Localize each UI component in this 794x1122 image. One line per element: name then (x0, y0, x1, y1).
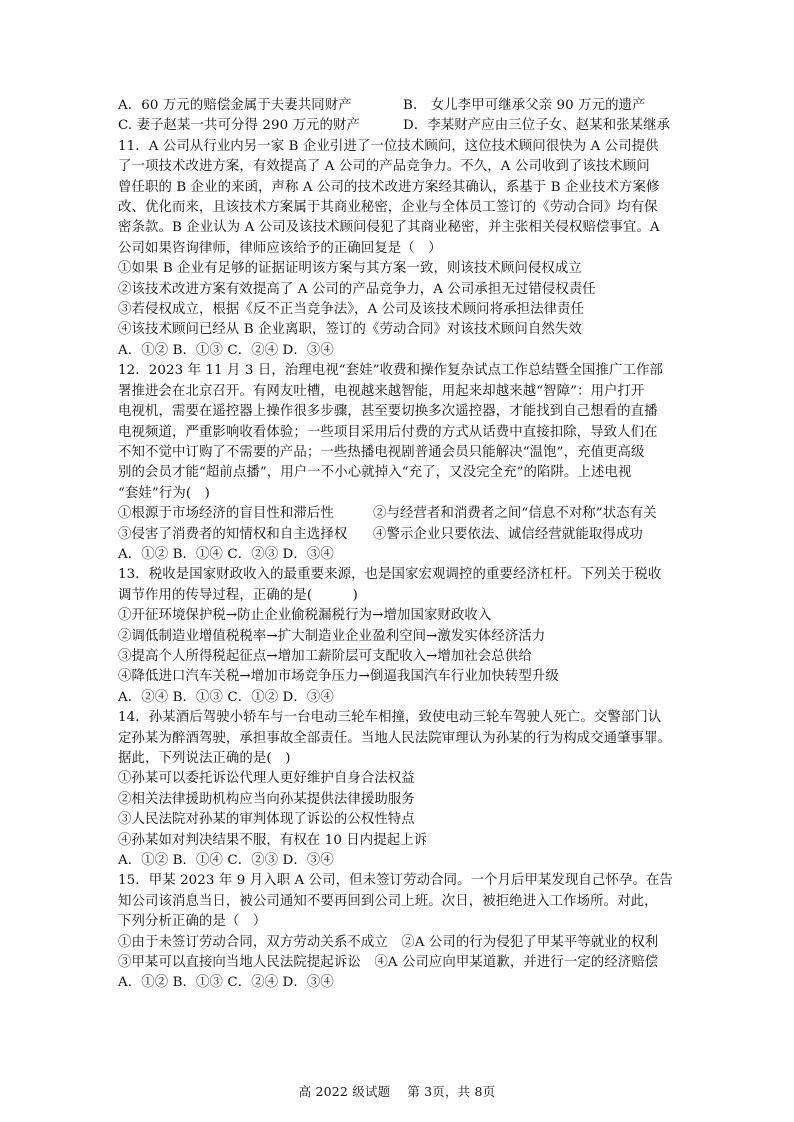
statement-item: ①开征环境保护税→防止企业偷税漏税行为→增加国家财政收入 (118, 608, 492, 624)
statement-item: ②调低制造业增值税税率→扩大制造业企业盈利空间→激发实体经济活力 (118, 628, 546, 644)
statement-item: ④孙某如对判决结果不服，有权在 10 日内提起上诉 (118, 832, 428, 848)
statement-item: ④警示企业只要依法、诚信经营就能取得成功 (373, 526, 643, 542)
statement-pair (118, 504, 680, 524)
page-content (118, 96, 680, 994)
question-stem-line: 署推进会在北京召开。有网友吐槽，电视越来越智能，用起来却越来越“智障”：用户打开 (118, 383, 645, 399)
option-d: D．李某财产应由三位子女、赵某和张某继承 (403, 118, 671, 134)
question-stem-line: 知公司该消息当日，被公司通知不要再回到公司上班。次日，被拒绝进入工作场所。对此， (118, 893, 658, 909)
question-stem-line: 13．税收是国家财政收入的最重要来源，也是国家宏观调控的重要经济杠杆。下列关于税收 (118, 567, 662, 583)
statement-item: ③提高个人所得税起征点→增加工薪阶层可支配收入→增加社会总供给 (118, 648, 532, 664)
question-stem-line: 了一项技术改进方案，有效提高了 A 公司的产品竞争力。不久，A 公司收到了该技术顾问 (118, 159, 650, 175)
question-stem-line: 改、优化而来，且该技术方案属于其商业秘密，企业与全体员工签订的《劳动合同》均有保 (118, 200, 658, 216)
statement-item: ②与经营者和消费者之间“信息不对称”状态有关 (373, 506, 657, 522)
statement-pair (118, 525, 680, 545)
question-stem-line: 下列分析正确的是（ ） (118, 914, 267, 930)
answer-options: A．①② B．①③ C．②④ D．③④ (118, 342, 334, 358)
prev-options-row-1 (118, 96, 680, 116)
question-stem-line: 定孙某为醉酒驾驶，承担事故全部责任。当地人民法院审理认为孙某的行为构成交通肇事罪。 (118, 730, 672, 746)
option-a: A．60 万元的赔偿金属于夫妻共同财产 (118, 98, 352, 113)
option-c: C. 妻子赵某一共可分得 290 万元的财产 (118, 118, 361, 134)
question-12 (118, 361, 680, 565)
question-stem-line: 12．2023 年 11 月 3 日，治理电视“套娃”收费和操作复杂试点工作总结暨全国推广工作部 (118, 363, 663, 379)
question-stem-line: 密条款。B 企业认为 A 公司及该技术顾问侵犯了其商业秘密，并主张相关侵权赔偿事宜。A (118, 220, 660, 236)
statement-item: ③甲某可以直接向当地人民法院提起诉讼 ④A 公司应向甲某道歉，并进行一定的经济赔偿 (118, 955, 659, 971)
question-stem-line: 电视频道，严重影响收看体验；一些项目采用后付费的方式从话费中直接扣除，导致人们在 (118, 424, 658, 440)
question-stem-line: 11．A 公司从行业内另一家 B 企业引进了一位技术顾问，这位技术顾问很快为 A 公司提供 (118, 138, 659, 154)
question-stem-line: 曾任职的 B 企业的来函，声称 A 公司的技术改进方案经其确认，系基于 B 企业技术方案修 (118, 179, 660, 195)
question-stem-line: 调节作用的传导过程，正确的是( ) (118, 587, 358, 603)
question-13 (118, 565, 680, 708)
question-stem-line: 据此，下列说法正确的是( ) (118, 751, 291, 766)
statement-item: ②该技术改进方案有效提高了 A 公司的产品竞争力，A 公司承担无过错侵权责任 (118, 281, 596, 297)
question-stem-line: 15．甲某 2023 年 9 月入职 A 公司，但未签订劳动合同。一个月后甲某发现自己怀孕。在告 (118, 873, 673, 889)
answer-options: A．①② B．①③ C．②④ D．③④ (118, 975, 334, 991)
answer-options: A．①② B．①④ C．②③ D．③④ (118, 546, 334, 562)
answer-options: A．②④ B．①③ C．①② D．③④ (118, 689, 334, 705)
statement-item: ③若侵权成立，根据《反不正当竞争法》，A 公司及该技术顾问将承担法律责任 (118, 302, 585, 318)
option-b: B． 女儿李甲可继承父亲 90 万元的遗产 (403, 98, 646, 113)
question-stem-line: 14．孙某酒后驾驶小轿车与一台电动三轮车相撞，致使电动三轮车驾驶人死亡。交警部门认 (118, 710, 662, 726)
statement-item: ④降低进口汽车关税→增加市场竞争压力→倒逼我国汽车行业加快转型升级 (118, 669, 559, 685)
statement-item: ④该技术顾问已经从 B 企业离职，签订的《劳动合同》对该技术顾问自然失效 (118, 322, 582, 338)
question-stem-line: 电视机，需要在遥控器上操作很多步骤，甚至要切换多次遥控器，才能找到自己想看的直播 (118, 404, 658, 420)
question-stem-line: 公司如果咨询律师，律师应该给予的正确回复是（ ） (118, 240, 442, 256)
statement-item: ②相关法律援助机构应当向孙某提供法律援助服务 (118, 791, 415, 807)
statement-item: ③侵害了消费者的知情权和自主选择权 (118, 526, 348, 542)
statement-item: ①由于未签订劳动合同，双方劳动关系不成立 ②A 公司的行为侵犯了甲某平等就业的权利 (118, 934, 659, 950)
statement-item: ①根源于市场经济的盲目性和滞后性 (118, 506, 334, 522)
page-footer: 高 2022 级试题 第 3页，共 8页 (298, 1084, 496, 1099)
statement-item: ①如果 B 企业有足够的证据证明该方案与其方案一致，则该技术顾问侵权成立 (118, 261, 582, 277)
question-stem-line: 别的会员才能“超前点播”，用户一不小心就掉入“充了，又没完全充”的陷阱。上述电视 (118, 465, 632, 481)
statement-item: ①孙某可以委托诉讼代理人更好维护自身合法权益 (118, 771, 415, 787)
question-15 (118, 871, 680, 993)
answer-options: A．①② B．①④ C．②③ D．③④ (118, 853, 334, 869)
question-stem-line: “套娃”行为( ) (118, 485, 210, 501)
question-stem-line: 不知不觉中订购了不需要的产品；一些热播电视剧普通会员只能解决“温饱”，充值更高级 (118, 444, 645, 460)
question-11 (118, 137, 680, 361)
prev-options-row-2 (118, 116, 680, 136)
statement-item: ③人民法院对孙某的审判体现了诉讼的公权性特点 (118, 812, 415, 828)
question-14 (118, 708, 680, 871)
